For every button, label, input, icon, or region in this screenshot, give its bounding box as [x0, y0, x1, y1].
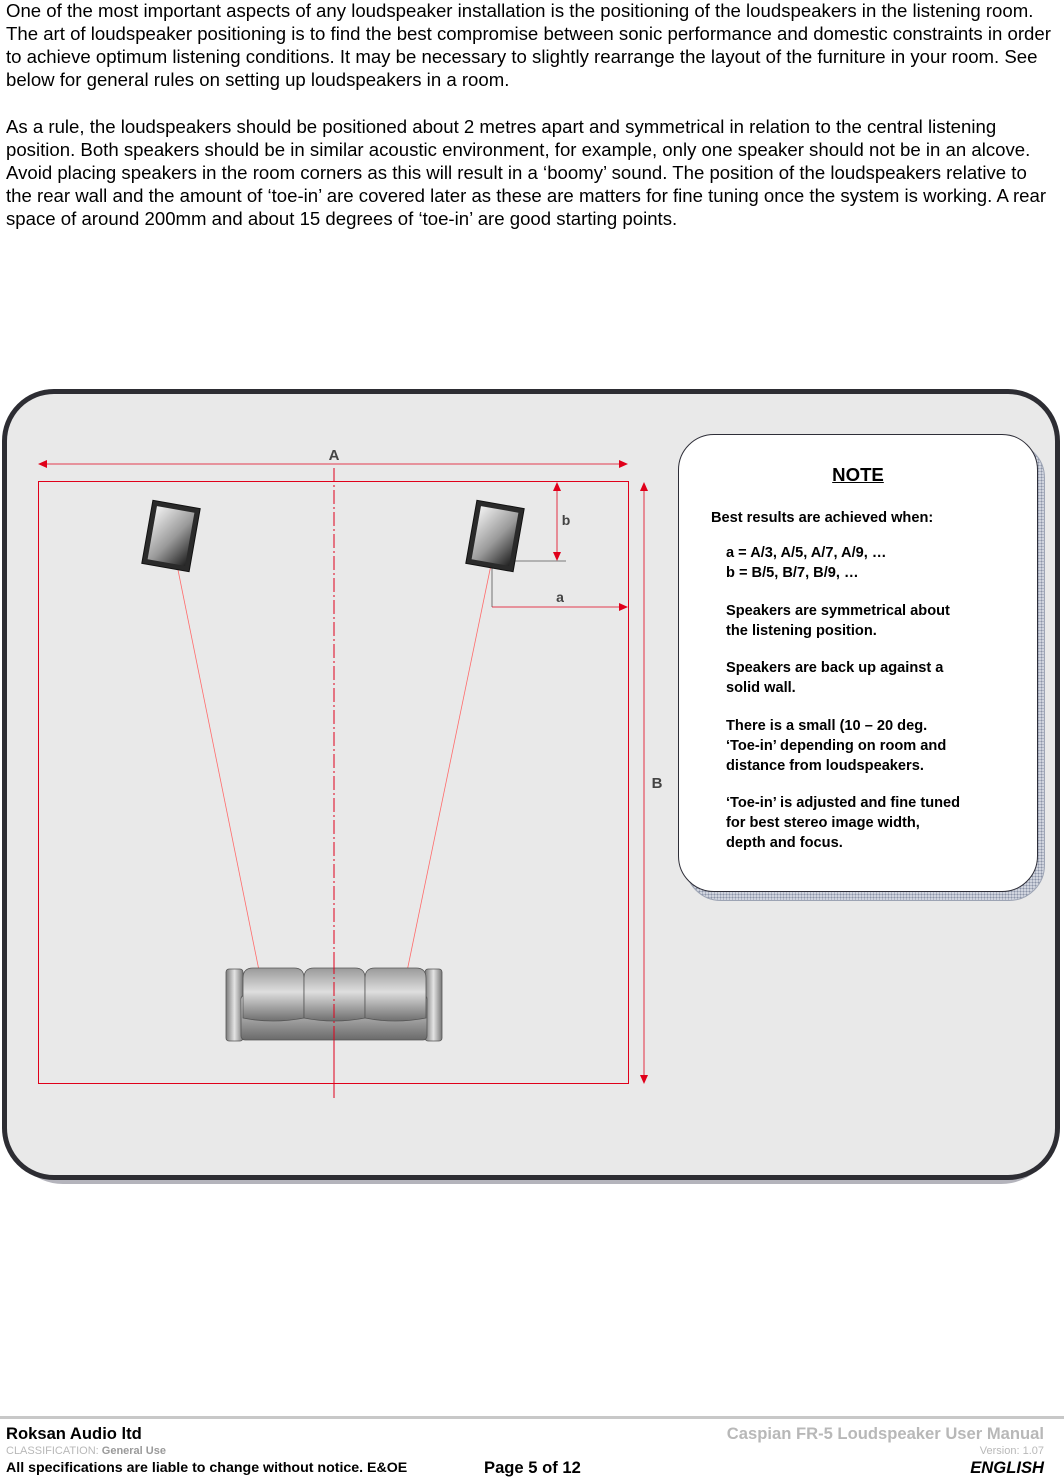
note-line: ‘Toe-in’ depending on room and	[726, 738, 947, 754]
footer-rule	[0, 1416, 1064, 1419]
note-line: Speakers are back up against a	[726, 660, 944, 676]
label-b-depth: B	[651, 775, 663, 792]
note-line: for best stereo image width,	[726, 815, 920, 831]
footer-classification: CLASSIFICATION: General Use	[6, 1445, 166, 1457]
placement-paragraph: As a rule, the loudspeakers should be positioned about 2 metres apart and symmetrical in relation to the central listening position. Both speakers should be in similar acoustic environment, for example, only one speaker should not be in an alcove. Avoid placing speakers in the room corners as this will result in a ‘boomy’ sound. The position of the loudspeakers relative to the rear wall and the amount of ‘toe-in’ are covered later as these are matters for fine tuning once the system is working. A rear space of around 200mm and about 15 degrees of ‘toe-in’ are good starting points.	[6, 116, 1047, 229]
note-line: b = B/5, B/7, B/9, …	[726, 565, 859, 581]
note-line: solid wall.	[726, 680, 796, 696]
footer-disclaimer: All specifications are liable to change without notice. E&OE	[6, 1460, 408, 1476]
right-sight-line	[398, 560, 492, 1015]
note-title: NOTE	[832, 464, 884, 485]
note-line: Speakers are symmetrical about	[726, 603, 950, 619]
footer-manual-title: Caspian FR-5 Loudspeaker User Manual	[726, 1424, 1044, 1443]
note-line: distance from loudspeakers.	[726, 758, 924, 774]
note-line: the listening position.	[726, 623, 877, 639]
label-small-a: a	[556, 589, 564, 605]
note-line: a = A/3, A/5, A/7, A/9, …	[726, 545, 887, 561]
right-speaker-icon	[466, 500, 524, 571]
note-box	[678, 434, 1038, 892]
intro-paragraph: One of the most important aspects of any loudspeaker installation is the positioning of the loudspeakers in the listening room. The art of loudspeaker positioning is to find the best compromise between sonic performance and domestic constraints in order to achieve optimum listening conditions. It may be necessary to slightly rearrange the layout of the furniture in your room. See below for general rules on setting up loudspeakers in a room.	[6, 0, 1051, 90]
footer-language: ENGLISH	[970, 1458, 1044, 1477]
footer-page-number: Page 5 of 12	[484, 1458, 581, 1477]
left-sight-line	[176, 560, 268, 1015]
footer-version: Version: 1.07	[979, 1445, 1044, 1457]
note-line: depth and focus.	[726, 835, 843, 851]
footer-company: Roksan Audio ltd	[6, 1424, 142, 1443]
label-a-width: A	[328, 447, 340, 464]
note-line: There is a small (10 – 20 deg.	[726, 718, 928, 734]
dimension-b-depth	[640, 482, 648, 1084]
left-speaker-icon	[142, 500, 200, 571]
label-small-b: b	[561, 512, 571, 528]
note-line: ‘Toe-in’ is adjusted and fine tuned	[726, 795, 961, 811]
note-intro: Best results are achieved when:	[711, 510, 934, 526]
